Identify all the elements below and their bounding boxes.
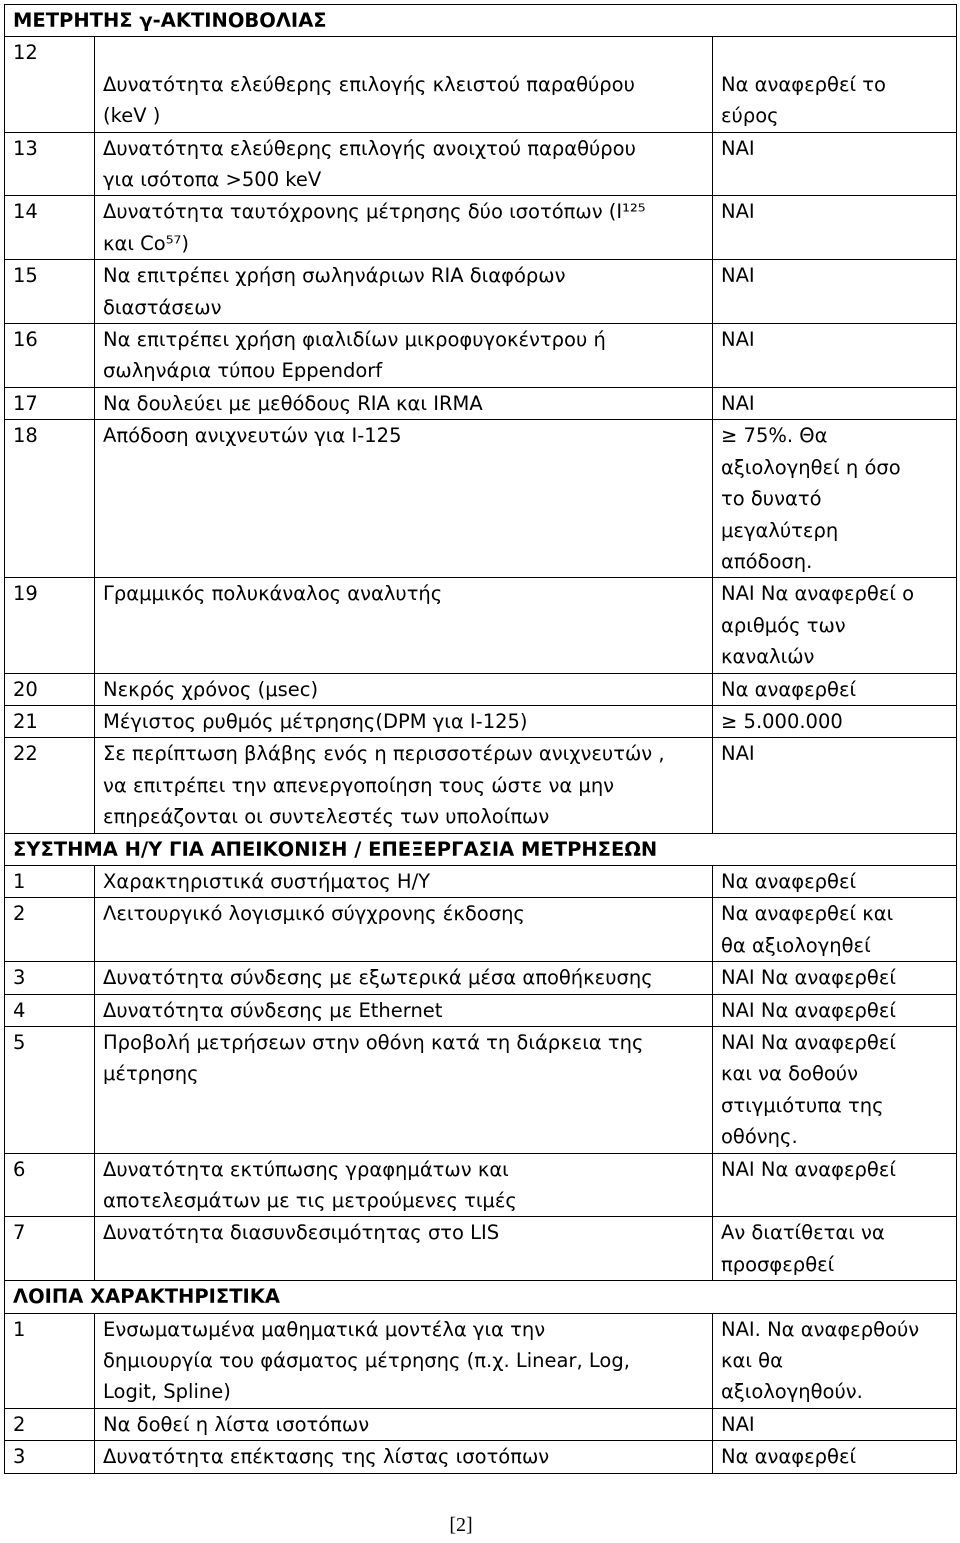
row-requirement: ΝΑΙ	[713, 132, 957, 196]
spec-row	[5, 673, 957, 705]
spec-sheet	[4, 4, 956, 1474]
row-requirement: ≥ 5.000.000	[713, 705, 957, 737]
spec-row	[5, 37, 957, 132]
row-requirement: ΝΑΙ	[713, 260, 957, 324]
spec-row	[5, 1441, 957, 1473]
row-number: 2	[5, 1408, 95, 1440]
row-requirement: Να αναφερθεί	[713, 865, 957, 897]
row-description: Δυνατότητα ελεύθερης επιλογής ανοιχτού παραθύρου για ισότοπα >500 keV	[95, 132, 713, 196]
row-requirement: ΝΑΙ. Να αναφερθούν και θα αξιολογηθούν.	[713, 1313, 957, 1408]
row-requirement: ≥ 75%. Θα αξιολογηθεί η όσο το δυνατό μεγαλύτερη απόδοση.	[713, 420, 957, 578]
spec-row	[5, 196, 957, 260]
spec-row	[5, 994, 957, 1026]
section-title: ΜΕΤΡΗΤΗΣ γ-ΑΚΤΙΝΟΒΟΛΙΑΣ	[5, 5, 957, 37]
row-requirement: ΝΑΙ Να αναφερθεί ο αριθμός των καναλιών	[713, 578, 957, 673]
row-description: Να δοθεί η λίστα ισοτόπων	[95, 1408, 713, 1440]
row-description: Προβολή μετρήσεων στην οθόνη κατά τη διάρκεια της μέτρησης	[95, 1027, 713, 1154]
row-requirement: ΝΑΙ	[713, 1408, 957, 1440]
row-number: 20	[5, 673, 95, 705]
section-title: ΣΥΣΤΗΜΑ Η/Υ ΓΙΑ ΑΠΕΙΚΟΝΙΣΗ / ΕΠΕΞΕΡΓΑΣΙΑ ΜΕΤΡΗΣΕΩΝ	[5, 833, 957, 865]
row-description: Γραμμικός πολυκάναλος αναλυτής	[95, 578, 713, 673]
row-number: 12	[5, 37, 95, 132]
row-number: 21	[5, 705, 95, 737]
row-number: 1	[5, 1313, 95, 1408]
spec-row	[5, 1313, 957, 1408]
row-description: Μέγιστος ρυθμός μέτρησης(DPM για I-125)	[95, 705, 713, 737]
row-requirement: Να αναφερθεί	[713, 1441, 957, 1473]
spec-row	[5, 1027, 957, 1154]
row-description: Χαρακτηριστικά συστήματος Η/Υ	[95, 865, 713, 897]
spec-row	[5, 705, 957, 737]
row-description: Δυνατότητα ταυτόχρονης μέτρησης δύο ισοτόπων (I¹²⁵ και Co⁵⁷)	[95, 196, 713, 260]
row-description: Δυνατότητα σύνδεσης με Ethernet	[95, 994, 713, 1026]
row-description: Ενσωματωμένα μαθηματικά μοντέλα για την δημιουργία του φάσματος μέτρησης (π.χ. Linear, Log, Logit, Spline)	[95, 1313, 713, 1408]
section-header-row	[5, 833, 957, 865]
spec-row	[5, 898, 957, 962]
row-description: Σε περίπτωση βλάβης ενός η περισσοτέρων ανιχνευτών , να επιτρέπει την απενεργοποίηση τους ώστε να μην επηρεάζονται οι συντελεστές των υπολοίπων	[95, 738, 713, 833]
row-requirement: Να αναφερθεί	[713, 673, 957, 705]
row-description: Δυνατότητα διασυνδεσιμότητας στο LIS	[95, 1217, 713, 1281]
spec-row	[5, 1217, 957, 1281]
spec-row	[5, 324, 957, 388]
row-number: 17	[5, 387, 95, 419]
row-requirement: ΝΑΙ	[713, 738, 957, 833]
row-number: 5	[5, 1027, 95, 1154]
row-number: 7	[5, 1217, 95, 1281]
spec-row	[5, 865, 957, 897]
row-number: 2	[5, 898, 95, 962]
row-number: 3	[5, 1441, 95, 1473]
row-requirement: Να αναφερθεί και θα αξιολογηθεί	[713, 898, 957, 962]
row-requirement: ΝΑΙ Να αναφερθεί	[713, 1153, 957, 1217]
row-description: Να δουλεύει με μεθόδους RIA και IRMA	[95, 387, 713, 419]
row-requirement: ΝΑΙ Να αναφερθεί	[713, 962, 957, 994]
page-number: [2]	[449, 1514, 473, 1536]
row-number: 14	[5, 196, 95, 260]
row-number: 13	[5, 132, 95, 196]
spec-row	[5, 387, 957, 419]
row-requirement: Αν διατίθεται να προσφερθεί	[713, 1217, 957, 1281]
row-number: 22	[5, 738, 95, 833]
specifications-table	[4, 4, 957, 1474]
row-description: Νεκρός χρόνος (μsec)	[95, 673, 713, 705]
spec-row	[5, 1408, 957, 1440]
row-description: Δυνατότητα εκτύπωσης γραφημάτων και αποτελεσμάτων με τις μετρούμενες τιμές	[95, 1153, 713, 1217]
row-description: Να επιτρέπει χρήση φιαλιδίων μικροφυγοκέντρου ή σωληνάρια τύπου Eppendorf	[95, 324, 713, 388]
section-header-row	[5, 5, 957, 37]
row-number: 3	[5, 962, 95, 994]
row-description: Απόδοση ανιχνευτών για I-125	[95, 420, 713, 578]
row-number: 16	[5, 324, 95, 388]
spec-row	[5, 738, 957, 833]
spec-row	[5, 260, 957, 324]
row-number: 6	[5, 1153, 95, 1217]
row-requirement: ΝΑΙ	[713, 196, 957, 260]
row-requirement: ΝΑΙ	[713, 324, 957, 388]
row-requirement: ΝΑΙ Να αναφερθεί και να δοθούν στιγμιότυπα της οθόνης.	[713, 1027, 957, 1154]
spec-row	[5, 420, 957, 578]
row-description: Να επιτρέπει χρήση σωληνάριων RIA διαφόρων διαστάσεων	[95, 260, 713, 324]
section-title: ΛΟΙΠΑ ΧΑΡΑΚΤΗΡΙΣΤΙΚΑ	[5, 1281, 957, 1313]
row-description: Δυνατότητα επέκτασης της λίστας ισοτόπων	[95, 1441, 713, 1473]
row-requirement: Να αναφερθεί το εύρος	[713, 37, 957, 132]
spec-row	[5, 962, 957, 994]
row-description: Δυνατότητα ελεύθερης επιλογής κλειστού παραθύρου (keV )	[95, 37, 713, 132]
row-requirement: ΝΑΙ	[713, 387, 957, 419]
spec-row	[5, 132, 957, 196]
row-number: 4	[5, 994, 95, 1026]
row-requirement: ΝΑΙ Να αναφερθεί	[713, 994, 957, 1026]
spec-row	[5, 1153, 957, 1217]
row-description: Λειτουργικό λογισμικό σύγχρονης έκδοσης	[95, 898, 713, 962]
row-number: 18	[5, 420, 95, 578]
spec-row	[5, 578, 957, 673]
row-description: Δυνατότητα σύνδεσης με εξωτερικά μέσα αποθήκευσης	[95, 962, 713, 994]
section-header-row	[5, 1281, 957, 1313]
row-number: 15	[5, 260, 95, 324]
row-number: 19	[5, 578, 95, 673]
row-number: 1	[5, 865, 95, 897]
